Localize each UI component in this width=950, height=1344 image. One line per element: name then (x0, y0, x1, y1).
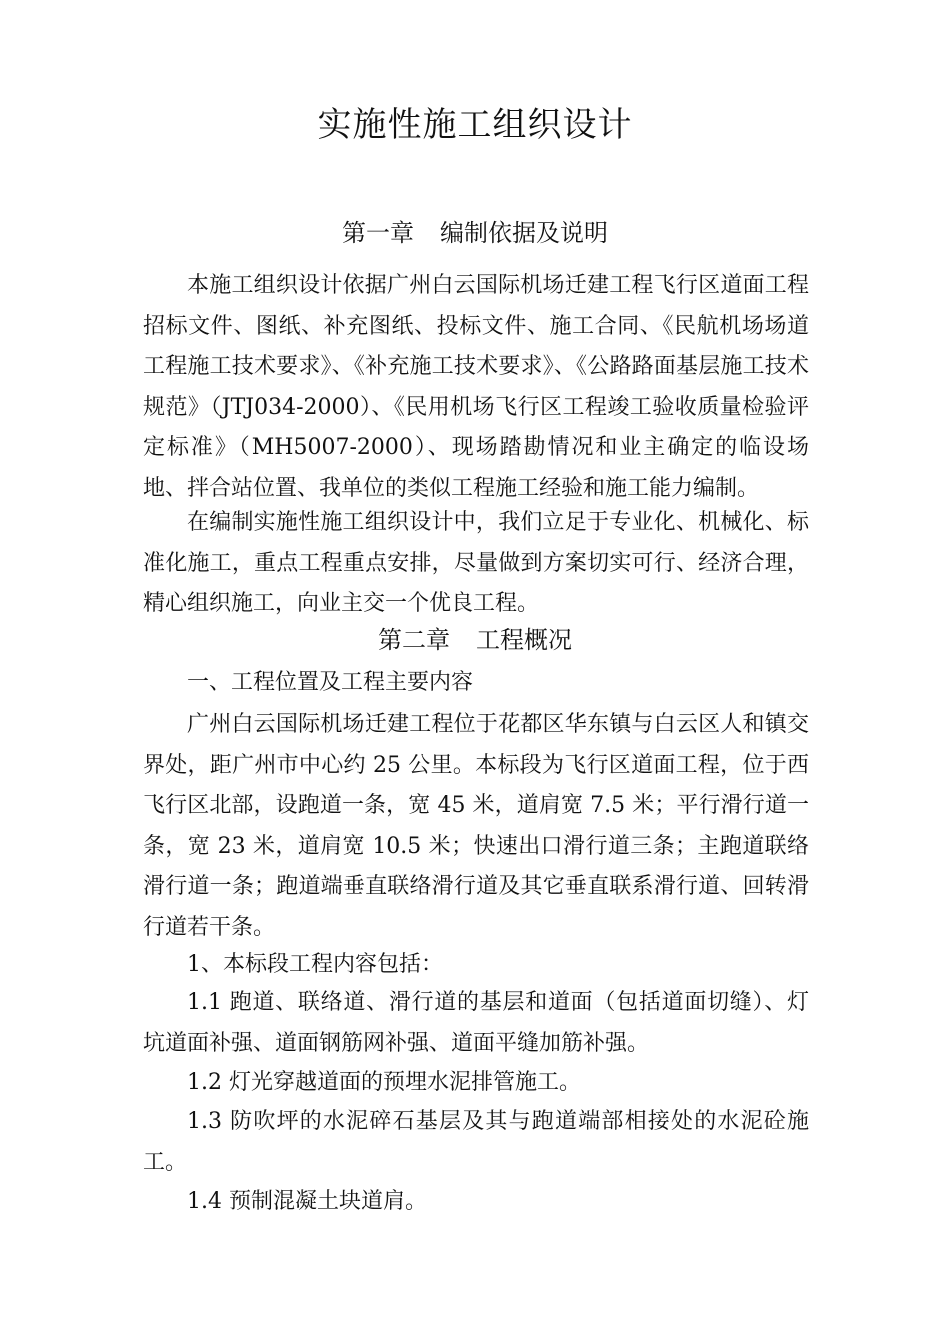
chapter-1-heading (0, 213, 950, 253)
section-1-heading: 一、工程位置及工程主要内容 (187, 670, 474, 695)
chapter-1-paragraph-basis: 本施工组织设计依据广州白云国际机场迁建工程飞行区道面工程招标文件、图纸、补充图纸、投标文件、施工合同、《民航机场场道工程施工技术要求》、《补充施工技术要求》、《公路路面基层施工技术规范》（JTJ034-2000）、《民用机场飞行区工程竣工验收质量检验评定标准》（MH5007-2000）、现场踏勘情况和业主确定的临设场地、拌合站位置、我单位的类似工程施工经验和施工能力编制。 (143, 273, 809, 501)
chapter-1-number: 第一章 (342, 219, 414, 247)
scope-item-1-2: 1.2 灯光穿越道面的预埋水泥排管施工。 (187, 1070, 581, 1095)
scope-intro: 1、本标段工程内容包括： (187, 952, 443, 977)
chapter-2-heading (0, 620, 950, 660)
chapter-2-paragraph-location: 广州白云国际机场迁建工程位于花都区华东镇与白云区人和镇交界处，距广州市中心约 25 公里。本标段为飞行区道面工程，位于西飞行区北部，设跑道一条，宽 45 米，道肩宽 7.5 米；平行滑行道一条，宽 23 米，道肩宽 10.5 米；快速出口滑行道三条；主跑道联络滑行道一条；跑道端垂直联络滑行道及其它垂直联系滑行道、回转滑行道若干条。 (143, 712, 809, 940)
chapter-1-paragraph-approach: 在编制实施性施工组织设计中，我们立足于专业化、机械化、标准化施工，重点工程重点安排，尽量做到方案切实可行、经济合理，精心组织施工，向业主交一个优良工程。 (143, 510, 809, 617)
chapter-2-title: 工程概况 (476, 626, 572, 654)
scope-item-1-4: 1.4 预制混凝土块道肩。 (187, 1189, 427, 1214)
scope-item-1-1: 1.1 跑道、联络道、滑行道的基层和道面（包括道面切缝）、灯坑道面补强、道面钢筋网补强、道面平缝加筋补强。 (143, 990, 809, 1056)
scope-item-1-3: 1.3 防吹坪的水泥碎石基层及其与跑道端部相接处的水泥砼施工。 (143, 1109, 809, 1175)
chapter-1-title: 编制依据及说明 (440, 219, 608, 247)
chapter-2-number: 第二章 (378, 626, 450, 654)
document-title: 实施性施工组织设计 (317, 105, 633, 145)
